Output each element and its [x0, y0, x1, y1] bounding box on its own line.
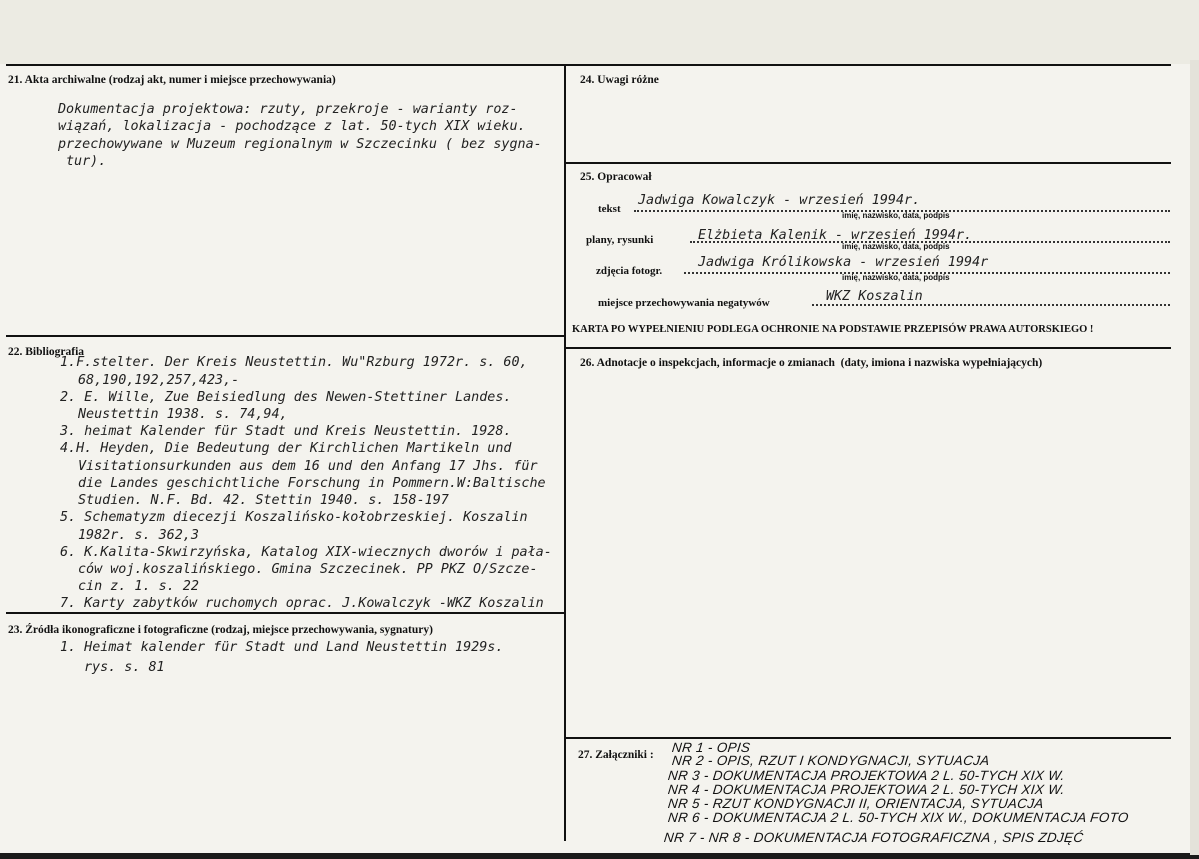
dotted-line	[812, 304, 1170, 306]
bibliography-line: 1.F.stelter. Der Kreis Neustettin. Wu"Rzburg 1972r. s. 60,	[60, 355, 528, 370]
section-25-heading: 25. Opracował	[580, 171, 652, 183]
section-21-line: przechowywane w Muzeum regionalnym w Szczecinku ( bez sygna-	[58, 137, 542, 152]
attachment-line: NR 6 - DOKUMENTACJA 2 L. 50-TYCH XIX W., DOKUMENTACJA FOTO	[667, 810, 1130, 825]
attachment-line: NR 5 - RZUT KONDYGNACJI II, ORIENTACJA, SYTUACJA	[667, 796, 1045, 811]
attachment-line: NR 2 - OPIS, RZUT I KONDYGNACJI, SYTUACJA	[671, 753, 991, 768]
label-plany: plany, rysunki	[586, 234, 654, 246]
label-zdjecia: zdjęcia fotogr.	[596, 265, 663, 277]
rule-24-25	[566, 162, 1171, 164]
bottom-edge	[0, 853, 1199, 859]
section-27-heading: 27. Załączniki :	[578, 749, 654, 761]
value-plany: Elżbieta Kalenik - wrzesień 1994r.	[698, 228, 973, 243]
top-rule	[6, 64, 1171, 66]
bibliography-line: die Landes geschichtliche Forschung in Pommern.W:Baltische	[78, 476, 546, 491]
attachment-line: NR 4 - DOKUMENTACJA PROJEKTOWA 2 L. 50-TYCH XIX W.	[667, 782, 1066, 797]
attachment-line: NR 1 - OPIS	[671, 740, 752, 755]
rule-26-27	[566, 737, 1171, 739]
section-21-line: Dokumentacja projektowa: rzuty, przekroje - warianty roz-	[58, 102, 518, 117]
section-26-heading: 26. Adnotacje o inspekcjach, informacje o zmianach (daty, imiona i nazwiska wypełniających)	[580, 357, 1043, 369]
right-edge	[1190, 60, 1199, 855]
hint-text: imię, nazwisko, data, podpis	[842, 273, 950, 282]
value-negatywy: WKZ Koszalin	[826, 289, 923, 304]
bibliography-line: 5. Schematyzm diecezji Koszalińsko-kołobrzeskiej. Koszalin	[60, 510, 528, 525]
attachment-line: NR 7 - NR 8 - DOKUMENTACJA FOTOGRAFICZNA , SPIS ZDJĘĆ	[663, 830, 1085, 845]
section-22-heading: 22. Bibliografia	[8, 346, 85, 358]
value-zdjecia: Jadwiga Królikowska - wrzesień 1994r	[698, 255, 989, 270]
attachment-line: NR 3 - DOKUMENTACJA PROJEKTOWA 2 L. 50-TYCH XIX W.	[667, 768, 1066, 783]
section-21-heading: 21. Akta archiwalne (rodzaj akt, numer i miejsce przechowywania)	[8, 74, 336, 86]
rule-21-22	[6, 335, 566, 337]
hint-text: imię, nazwisko, data, podpis	[842, 242, 950, 251]
bibliography-line: Neustettin 1938. s. 74,94,	[78, 407, 288, 422]
bibliography-line: cin z. 1. s. 22	[78, 579, 199, 594]
value-tekst: Jadwiga Kowalczyk - wrzesień 1994r.	[638, 193, 921, 208]
section-24-heading: 24. Uwagi różne	[580, 74, 659, 86]
bibliography-line: 68,190,192,257,423,-	[78, 373, 240, 388]
bibliography-line: 2. E. Wille, Zue Beisiedlung des Newen-Stettiner Landes.	[60, 390, 512, 405]
label-tekst: tekst	[598, 203, 621, 215]
center-divider	[564, 64, 566, 841]
bibliography-line: Studien. N.F. Bd. 42. Stettin 1940. s. 158-197	[78, 493, 449, 508]
copyright-notice: KARTA PO WYPEŁNIENIU PODLEGA OCHRONIE NA PODSTAWIE PRZEPISÓW PRAWA AUTORSKIEGO !	[572, 324, 1094, 335]
bibliography-line: 6. K.Kalita-Skwirzyńska, Katalog XIX-wiecznych dworów i pała-	[60, 545, 552, 560]
bibliography-line: ców woj.koszalińskiego. Gmina Szczecinek. PP PKZ O/Szcze-	[78, 562, 538, 577]
section-23-line: 1. Heimat kalender für Stadt und Land Neustettin 1929s.	[60, 640, 504, 655]
bibliography-line: Visitationsurkunden aus dem 16 und den Anfang 17 Jhs. für	[78, 459, 538, 474]
section-23-line: rys. s. 81	[84, 660, 165, 675]
bibliography-line: 7. Karty zabytków ruchomych oprac. J.Kowalczyk -WKZ Koszalin	[60, 596, 544, 611]
section-23-heading: 23. Źródła ikonograficzne i fotograficzne (rodzaj, miejsce przechowywania, sygnatury)	[8, 624, 433, 636]
bibliography-line: 1982r. s. 362,3	[78, 528, 199, 543]
bibliography-line: 3. heimat Kalender für Stadt und Kreis Neustettin. 1928.	[60, 424, 512, 439]
rule-25-26	[566, 347, 1171, 349]
label-negatywy: miejsce przechowywania negatywów	[598, 297, 770, 309]
section-21-line: wiązań, lokalizacja - pochodzące z lat. 50-tych XIX wieku.	[58, 119, 526, 134]
top-margin	[0, 0, 1199, 64]
bibliography-line: 4.H. Heyden, Die Bedeutung der Kirchlichen Martikeln und	[60, 441, 512, 456]
hint-text: imię, nazwisko, data, podpis	[842, 211, 950, 220]
section-21-line: tur).	[66, 154, 107, 169]
